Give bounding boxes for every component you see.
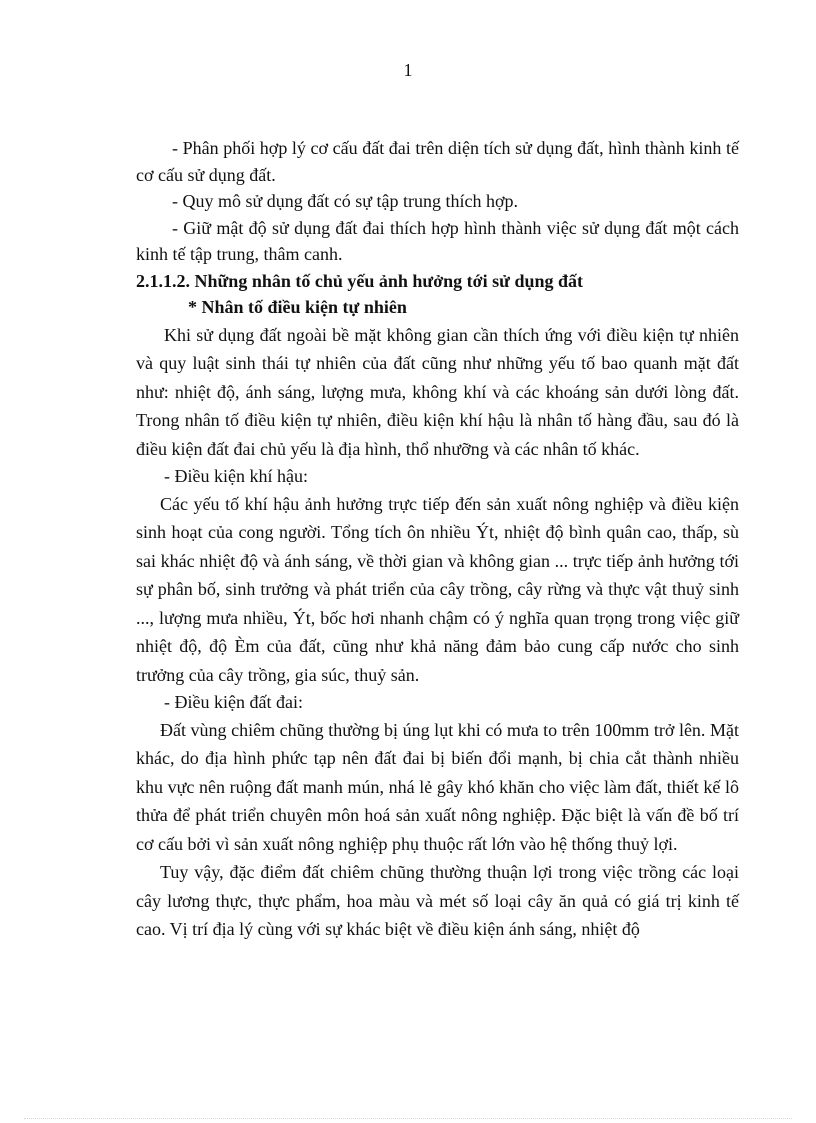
page-bottom-divider xyxy=(24,1118,792,1119)
section-heading: 2.1.1.2. Những nhân tố chủ yếu ảnh hưởng tới sử dụng đất xyxy=(136,270,583,291)
paragraph-land-structure: - Phân phối hợp lý cơ cấu đất đai trên diện tích sử dụng đất, hình thành kinh tế cơ cấu sử dụng đất. xyxy=(136,138,739,185)
paragraph-land-density: - Giữ mật độ sử dụng đất đai thích hợp hình thành việc sử dụng đất một cách kinh tế tập trung, thâm canh. xyxy=(136,217,739,264)
paragraph-climate-effects: Các yếu tố khí hậu ảnh hưởng trực tiếp đến sản xuất nông nghiệp và điều kiện sinh hoạt của cong người. Tổng tích ôn nhiều Ýt, nhiệt độ bình quân cao, thấp, sù sai khác nhiệt độ và ánh sáng, về thời gian và không gian ... trực tiếp ảnh hưởng tới sự phân bố, sinh trưởng và phát triển của cây trồng, cây rừng và thực vật thuỷ sinh ..., lượng mưa nhiều, Ýt, bốc hơi nhanh chậm có ý nghĩa quan trọng trong việc giữ nhiệt độ, độ Èm của đất, cũng như khả năng đảm bảo cung cấp nước cho sinh trưởng của cây trồng, gia súc, thuỷ sản. xyxy=(136,493,739,685)
paragraph-soil-label: - Điều kiện đất đai: xyxy=(164,692,303,712)
document-body xyxy=(136,135,739,944)
sub-heading-natural-factors: * Nhân tố điều kiện tự nhiên xyxy=(188,297,407,317)
paragraph-advantages: Tuy vậy, đặc điểm đất chiêm chũng thường thuận lợi trong việc trồng các loại cây lương thực, thực phẩm, hoa màu và mét số loại cây ăn quả có giá trị kinh tế cao. Vị trí địa lý cùng với sự khác biệt về điều kiện ánh sáng, nhiệt độ xyxy=(136,862,739,939)
paragraph-climate-label: - Điều kiện khí hậu: xyxy=(164,466,308,486)
page-number: 1 xyxy=(403,60,413,80)
paragraph-land-scale: - Quy mô sử dụng đất có sự tập trung thích hợp. xyxy=(172,191,518,211)
paragraph-natural-conditions: Khi sử dụng đất ngoài bề mặt không gian cần thích ứng với điều kiện tự nhiên và quy luật sinh thái tự nhiên của đất cũng như những yếu tố bao quanh mặt đất như: nhiệt độ, ánh sáng, lượng mưa, không khí và các khoáng sản dưới lòng đất. Trong nhân tố điều kiện tự nhiên, điều kiện khí hậu là nhân tố hàng đầu, sau đó là điều kiện đất đai chủ yếu là địa hình, thổ nhưỡng và các nhân tố khác. xyxy=(136,324,739,459)
paragraph-soil-conditions: Đất vùng chiêm chũng thường bị úng lụt khi có mưa to trên 100mm trở lên. Mặt khác, do địa hình phức tạp nên đất đai bị biến đổi mạnh, bị chia cắt thành nhiều khu vực nên ruộng đất manh mún, nhá lẻ gây khó khăn cho việc làm đất, thiết kế lô thửa để phát triển chuyên môn hoá sản xuất nông nghiệp. Đặc biệt là vấn đề bố trí cơ cấu bởi vì sản xuất nông nghiệp phụ thuộc rất lớn vào hệ thống thuỷ lợi. xyxy=(136,719,739,854)
